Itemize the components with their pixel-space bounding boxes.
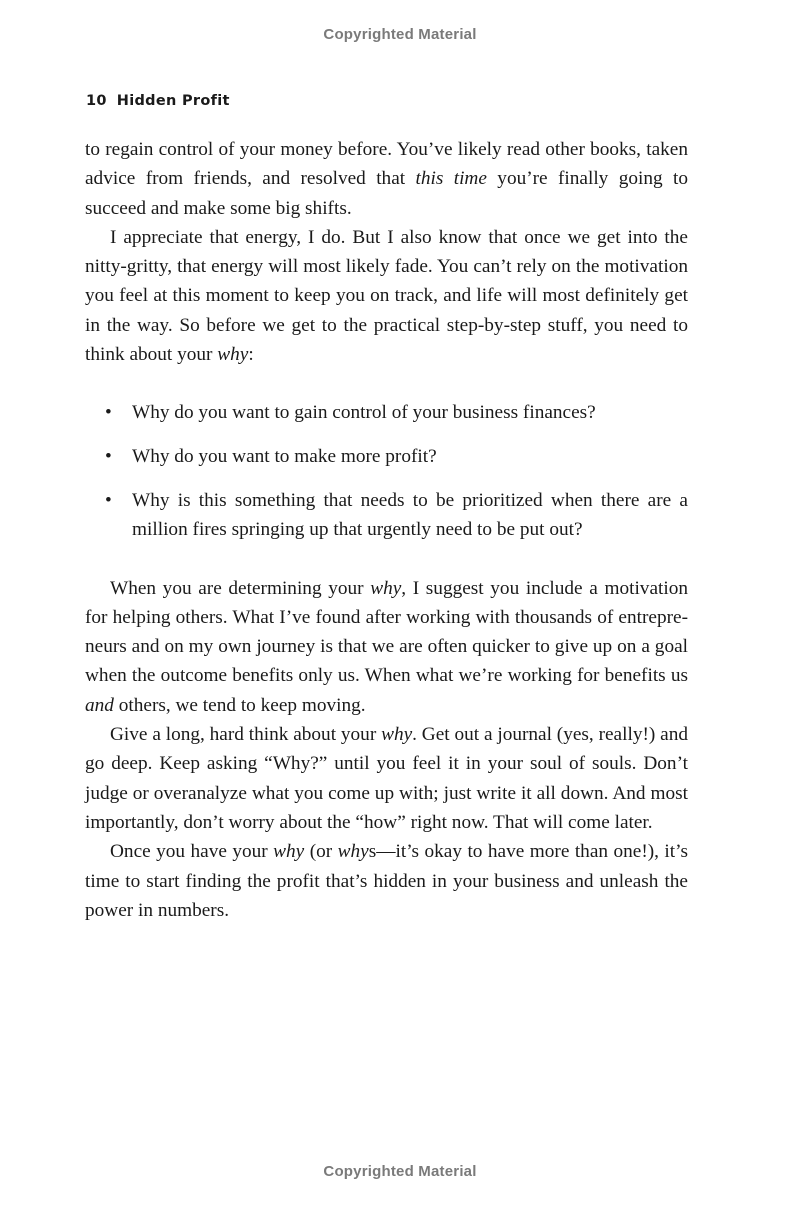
- list-item-text: Why do you want to gain control of your business finances?: [132, 402, 596, 424]
- running-head: [86, 93, 230, 109]
- emphasis: why: [217, 344, 249, 366]
- emphasis: why: [273, 841, 305, 863]
- emphasis: this time: [415, 168, 487, 190]
- list-item: [85, 398, 688, 427]
- paragraph-2: [85, 223, 688, 369]
- bullet-icon: •: [105, 402, 112, 424]
- list-item: [85, 442, 688, 471]
- emphasis: and: [85, 694, 114, 716]
- list-item: [85, 486, 688, 545]
- list-item-text: Why do you want to make more profit?: [132, 446, 437, 468]
- emphasis: why: [381, 724, 413, 746]
- paragraph-4: [85, 720, 688, 837]
- bullet-icon: •: [105, 489, 112, 511]
- text-run: (or: [304, 841, 338, 863]
- emphasis: why: [370, 577, 402, 599]
- text-run: to regain control of your money before. You’ve likely read other books, taken advice from friends, and resolved that: [85, 139, 688, 190]
- text-run: Once you have your: [110, 841, 274, 863]
- copyright-watermark-top: Copyrighted Material: [323, 26, 477, 43]
- text-run: I appreciate that energy, I do. But I also know that once we get into the nitty-gritty, that energy will most likely fade. You can’t rely on the motivation you feel at this moment to keep you on track, and life will most definitely get in the way. So before we get to the practical step-by-step stuff, you need to think about your: [85, 226, 688, 366]
- text-run: you’re finally going to succeed and make some big shifts.: [85, 168, 688, 219]
- paragraph-3: [85, 574, 688, 720]
- text-run: Give a long, hard think about your: [110, 724, 382, 746]
- paragraph-1: [85, 135, 688, 223]
- bullet-list: [85, 398, 688, 544]
- text-run: :: [248, 344, 254, 366]
- text-run: others, we tend to keep moving.: [113, 694, 366, 716]
- text-run: . Get out a journal (yes, really!) and go deep. Keep asking “Why?” until you feel it in your soul of souls. Don’t judge or overanalyze what you come up with; just write it all down. And most importantly, don’t worry about the “how” right now. That will come later.: [85, 724, 688, 833]
- list-item-text: Why is this something that needs to be prioritized when there are a million fires springing up that urgently need to be put out?: [132, 489, 688, 541]
- emphasis: why: [337, 841, 369, 863]
- paragraph-5: [85, 837, 688, 925]
- bullet-icon: •: [105, 446, 112, 468]
- text-run: When you are determining your: [110, 577, 371, 599]
- page-number: 10: [86, 93, 107, 109]
- text-run: s—it’s okay to have more than one!), it’s time to start finding the profit that’s hidden in your business and unleash the power in numbers.: [85, 841, 689, 921]
- book-title: Hidden Profit: [116, 93, 230, 109]
- list-spacer: [85, 428, 688, 443]
- body-text: [85, 135, 688, 925]
- copyright-watermark-bottom: Copyrighted Material: [323, 1163, 477, 1180]
- text-run: , I suggest you include a motivation for helping others. What I’ve found after working with thousands of entrepreneurs and on my own journey is that we are often quicker to give up on a goal when the outcome benefits only us. When what we’re working for benefits us: [85, 577, 688, 687]
- list-spacer: [85, 471, 688, 486]
